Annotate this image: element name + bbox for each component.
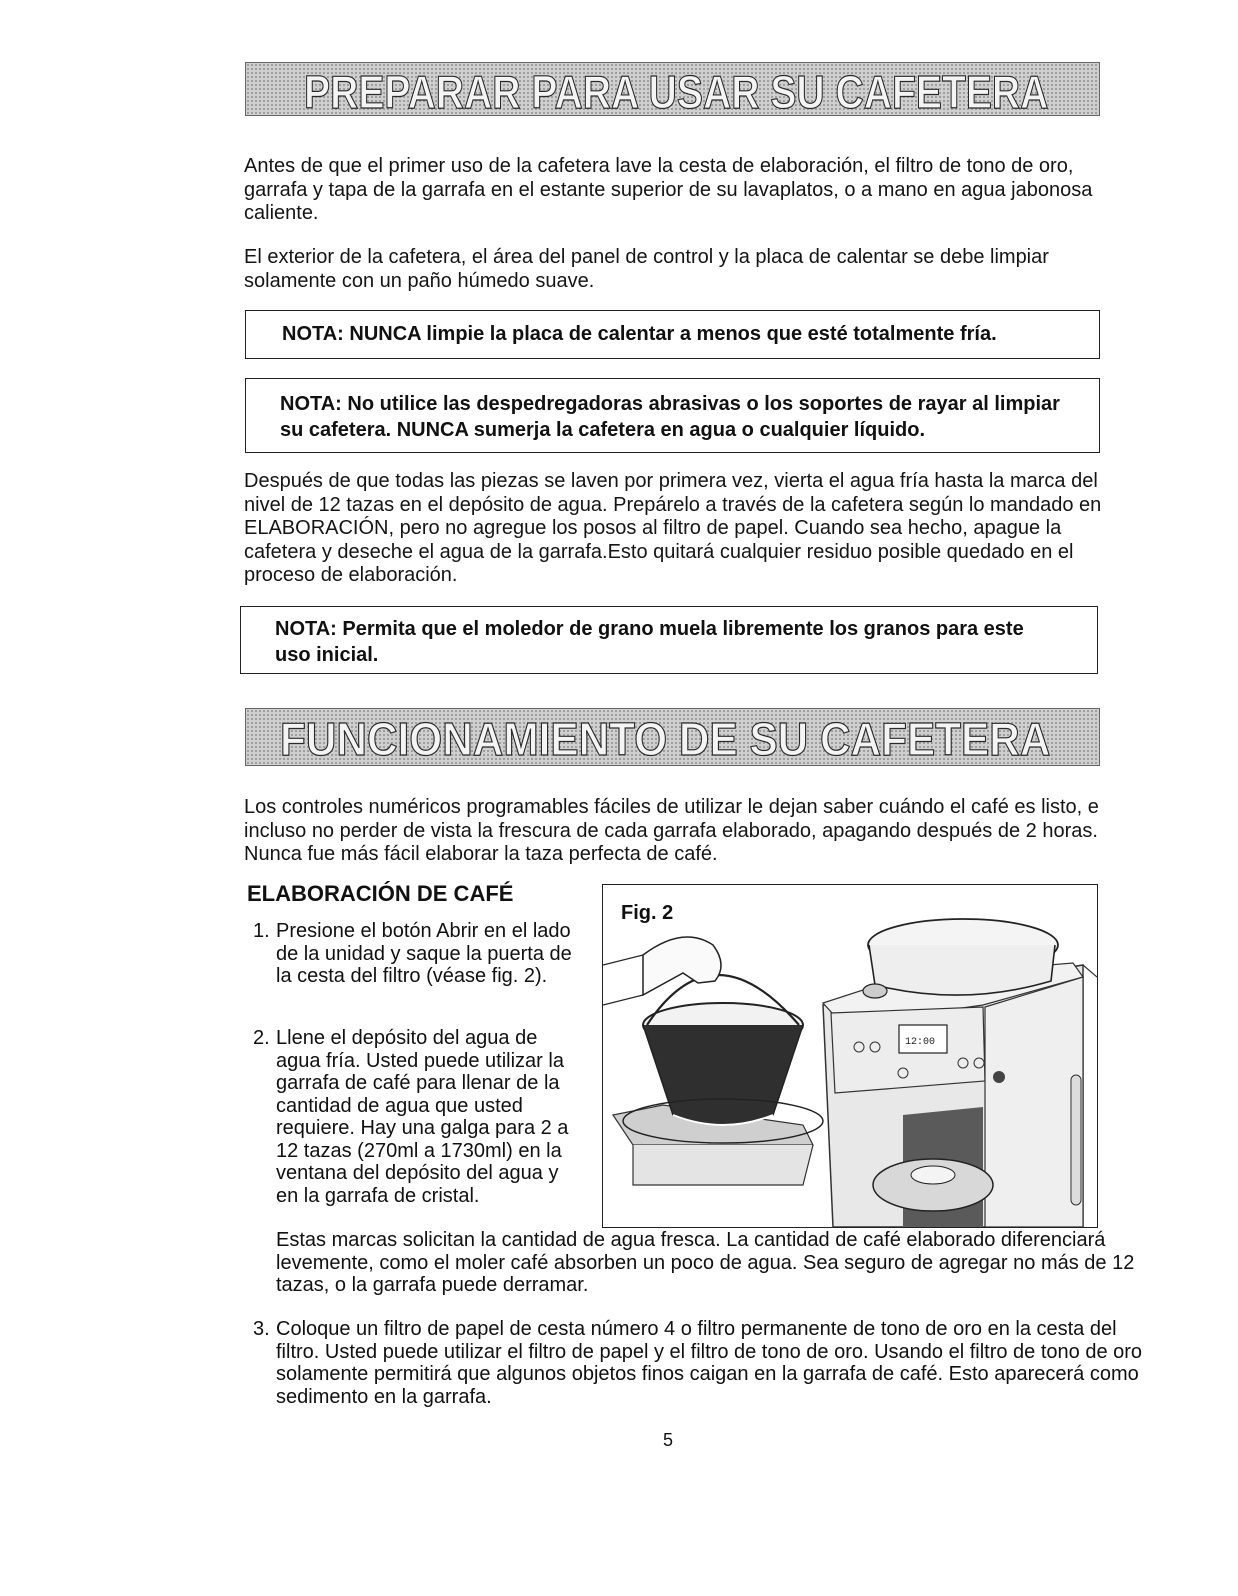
step-3-number: 3. — [253, 1318, 270, 1340]
intro-paragraph-2: El exterior de la cafetera, el área del panel de control y la placa de calentar se debe limpiar solamente con un paño húmedo suave. — [244, 246, 1049, 292]
section-heading-brewing: ELABORACIÓN DE CAFÉ — [247, 881, 514, 906]
figure-2 — [602, 884, 1098, 1228]
step-3-text: Coloque un filtro de papel de cesta número 4 o filtro permanente de tono de oro en la cesta del filtro. Usted puede utilizar el filtro de papel y el filtro de tono de oro. Usando el filtro de tono de oro solamente permitirá que algunos objetos finos caigan en la garrafa de café. Esto aparecerá como sedimento en la garrafa. — [276, 1318, 1143, 1408]
banner-title-prepare: PREPARAR PARA USAR SU CAFETERA — [304, 66, 1049, 116]
note-heating-plate: NOTA: NUNCA limpie la placa de calentar a menos que esté totalmente fría. — [245, 310, 1100, 359]
page-number: 5 — [663, 1430, 674, 1450]
step-1-text: Presione el botón Abrir en el lado de la unidad y saque la puerta de la cesta del filtro (véase fig. 2). — [276, 920, 572, 987]
banner-title-operation: FUNCIONAMIENTO DE SU CAFETERA — [280, 713, 1051, 765]
step-2-number: 2. — [253, 1027, 270, 1049]
note-abrasive: NOTA: No utilice las despedregadoras abrasivas o los soportes de rayar al limpiar su cafetera. NUNCA sumerja la cafetera en agua o cualquier líquido. — [245, 378, 1100, 453]
intro-paragraph-1: Antes de que el primer uso de la cafetera lave la cesta de elaboración, el filtro de tono de oro, garrafa y tapa de la garrafa en el estante superior de su lavaplatos, o a mano en agua jabonosa caliente. — [244, 155, 1093, 224]
step-2-text: Llene el depósito del agua de agua fría. Usted puede utilizar la garrafa de café para llenar de la cantidad de agua que usted requiere. Hay una galga para 2 a 12 tazas (270ml a 1730ml) en la ventana del depósito del agua y en la garrafa de cristal. — [276, 1027, 569, 1207]
lcd-display-text: 12:00 — [905, 1037, 936, 1048]
operation-paragraph: Los controles numéricos programables fáciles de utilizar le dejan saber cuándo el café es listo, e incluso no perder de vista la frescura de cada garrafa elaborado, apagando después de 2 horas. Nunca fue más fácil elaborar la taza perfecta de café. — [244, 796, 1099, 865]
coffee-maker-illustration — [603, 885, 1097, 1227]
section-banner-prepare — [245, 62, 1100, 116]
note-grinder: NOTA: Permita que el moledor de grano muela libremente los granos para este uso inicial. — [240, 606, 1098, 674]
first-use-paragraph: Después de que todas las piezas se laven por primera vez, vierta el agua fría hasta la marca del nivel de 12 tazas en el depósito de agua. Prepárelo a través de la cafetera según lo mandado en ELABORACIÓN, pero no agregue los posos al filtro de papel. Cuando sea hecho, apague la cafetera y deseche el agua de la garrafa.Esto quitará cualquier residuo posible quedado en el proceso de elaboración. — [244, 470, 1102, 586]
figure-label: Fig. 2 — [621, 902, 674, 924]
section-banner-operation — [245, 708, 1100, 766]
step-1-number: 1. — [253, 920, 270, 942]
step-2-continuation: Estas marcas solicitan la cantidad de agua fresca. La cantidad de café elaborado diferenciará levemente, como el moler café absorben un poco de agua. Sea seguro de agregar no más de 12 tazas, o la garrafa puede derramar. — [276, 1229, 1135, 1296]
